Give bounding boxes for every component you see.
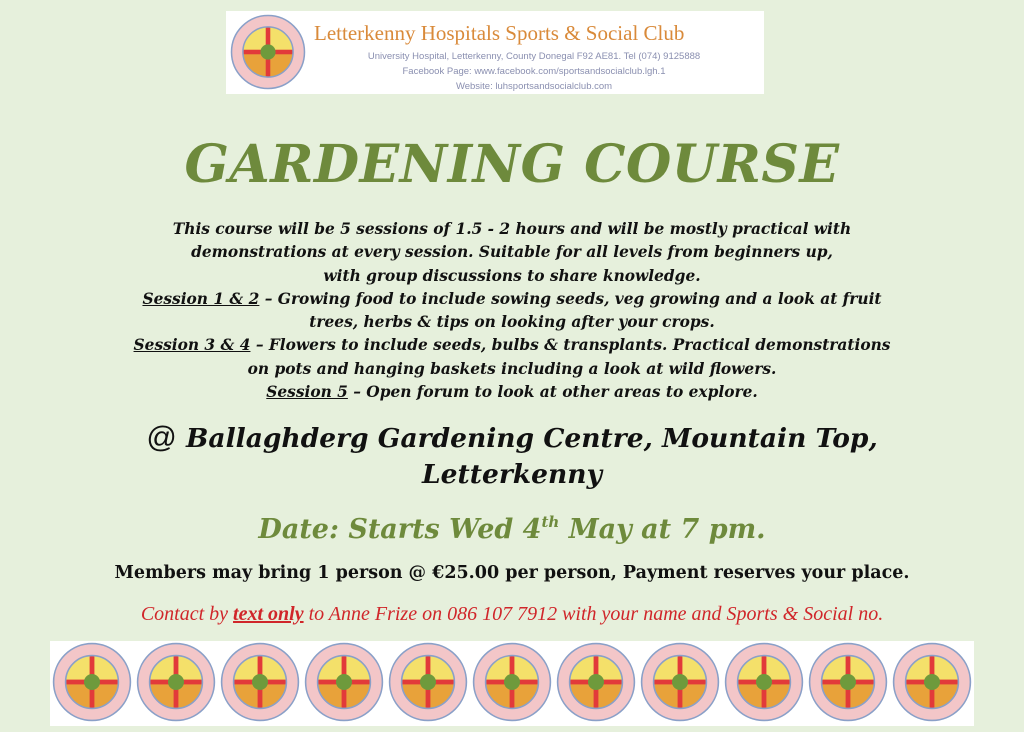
club-name: Letterkenny Hospitals Sports & Social Club	[314, 21, 685, 45]
session-label: Session 3 & 4	[133, 336, 251, 355]
session-text: – Growing food to include sowing seeds, veg growing and a look at fruit	[259, 289, 882, 308]
members-note: Members may bring 1 person @ €25.00 per person, Payment reserves your place.	[114, 563, 910, 583]
session-5	[0, 381, 1024, 404]
contact-prefix: Contact by	[140, 603, 234, 625]
club-facebook: Facebook Page: www.facebook.com/sportsandsocialclub.lgh.1	[402, 66, 666, 77]
footer-club-logo	[304, 642, 384, 726]
venue-line-2: Letterkenny	[422, 459, 602, 490]
footer-club-logo	[220, 642, 300, 726]
course-date	[0, 513, 1024, 545]
footer-club-logo	[388, 642, 468, 726]
date-rest: May at 7 pm.	[559, 514, 766, 545]
session-text: – Open forum to look at other areas to explore.	[347, 383, 758, 402]
footer-logo-strip	[50, 641, 974, 726]
club-website: Website: luhsportsandsocialclub.com	[455, 81, 613, 92]
contact-emphasis: text only	[233, 603, 304, 625]
session-3-4	[0, 334, 1024, 357]
club-logo	[230, 13, 306, 91]
footer-club-logo	[724, 642, 804, 726]
page-title: GARDENING COURSE	[184, 134, 840, 195]
header-banner	[226, 11, 764, 94]
session-1-2	[0, 288, 1024, 311]
footer-club-logo	[136, 642, 216, 726]
venue-name: Ballaghderg Gardening Centre, Mountain Top,	[186, 423, 878, 454]
session-label: Session 5	[266, 383, 348, 402]
session-1-2-cont: trees, herbs & tips on looking after your crops.	[309, 313, 715, 332]
footer-club-logo	[52, 642, 132, 726]
description-line: demonstrations at every session. Suitable for all levels from beginners up,	[191, 243, 833, 262]
description-line: This course will be 5 sessions of 1.5 - 2 hours and will be mostly practical with	[172, 220, 852, 238]
contact-info	[0, 603, 1024, 626]
course-description	[0, 218, 1024, 404]
session-label: Session 1 & 2	[142, 289, 260, 308]
contact-rest: to Anne Frize on 086 107 7912 with your name and Sports & Social no.	[303, 603, 884, 625]
date-prefix: Date: Starts Wed 4	[258, 514, 542, 545]
venue-line-1	[0, 420, 1024, 457]
footer-club-logo	[556, 642, 636, 726]
club-address: University Hospital, Letterkenny, County Donegal F92 AE81. Tel (074) 9125888	[367, 51, 701, 62]
date-ordinal: th	[541, 513, 560, 531]
at-symbol: @	[146, 421, 177, 454]
footer-club-logo	[640, 642, 720, 726]
footer-club-logo	[472, 642, 552, 726]
session-text: – Flowers to include seeds, bulbs & transplants. Practical demonstrations	[250, 336, 891, 355]
session-3-4-cont: on pots and hanging baskets including a look at wild flowers.	[247, 359, 777, 378]
description-line: with group discussions to share knowledge.	[323, 266, 701, 285]
footer-club-logo	[808, 642, 888, 726]
venue	[0, 420, 1024, 493]
footer-club-logo	[892, 642, 972, 726]
